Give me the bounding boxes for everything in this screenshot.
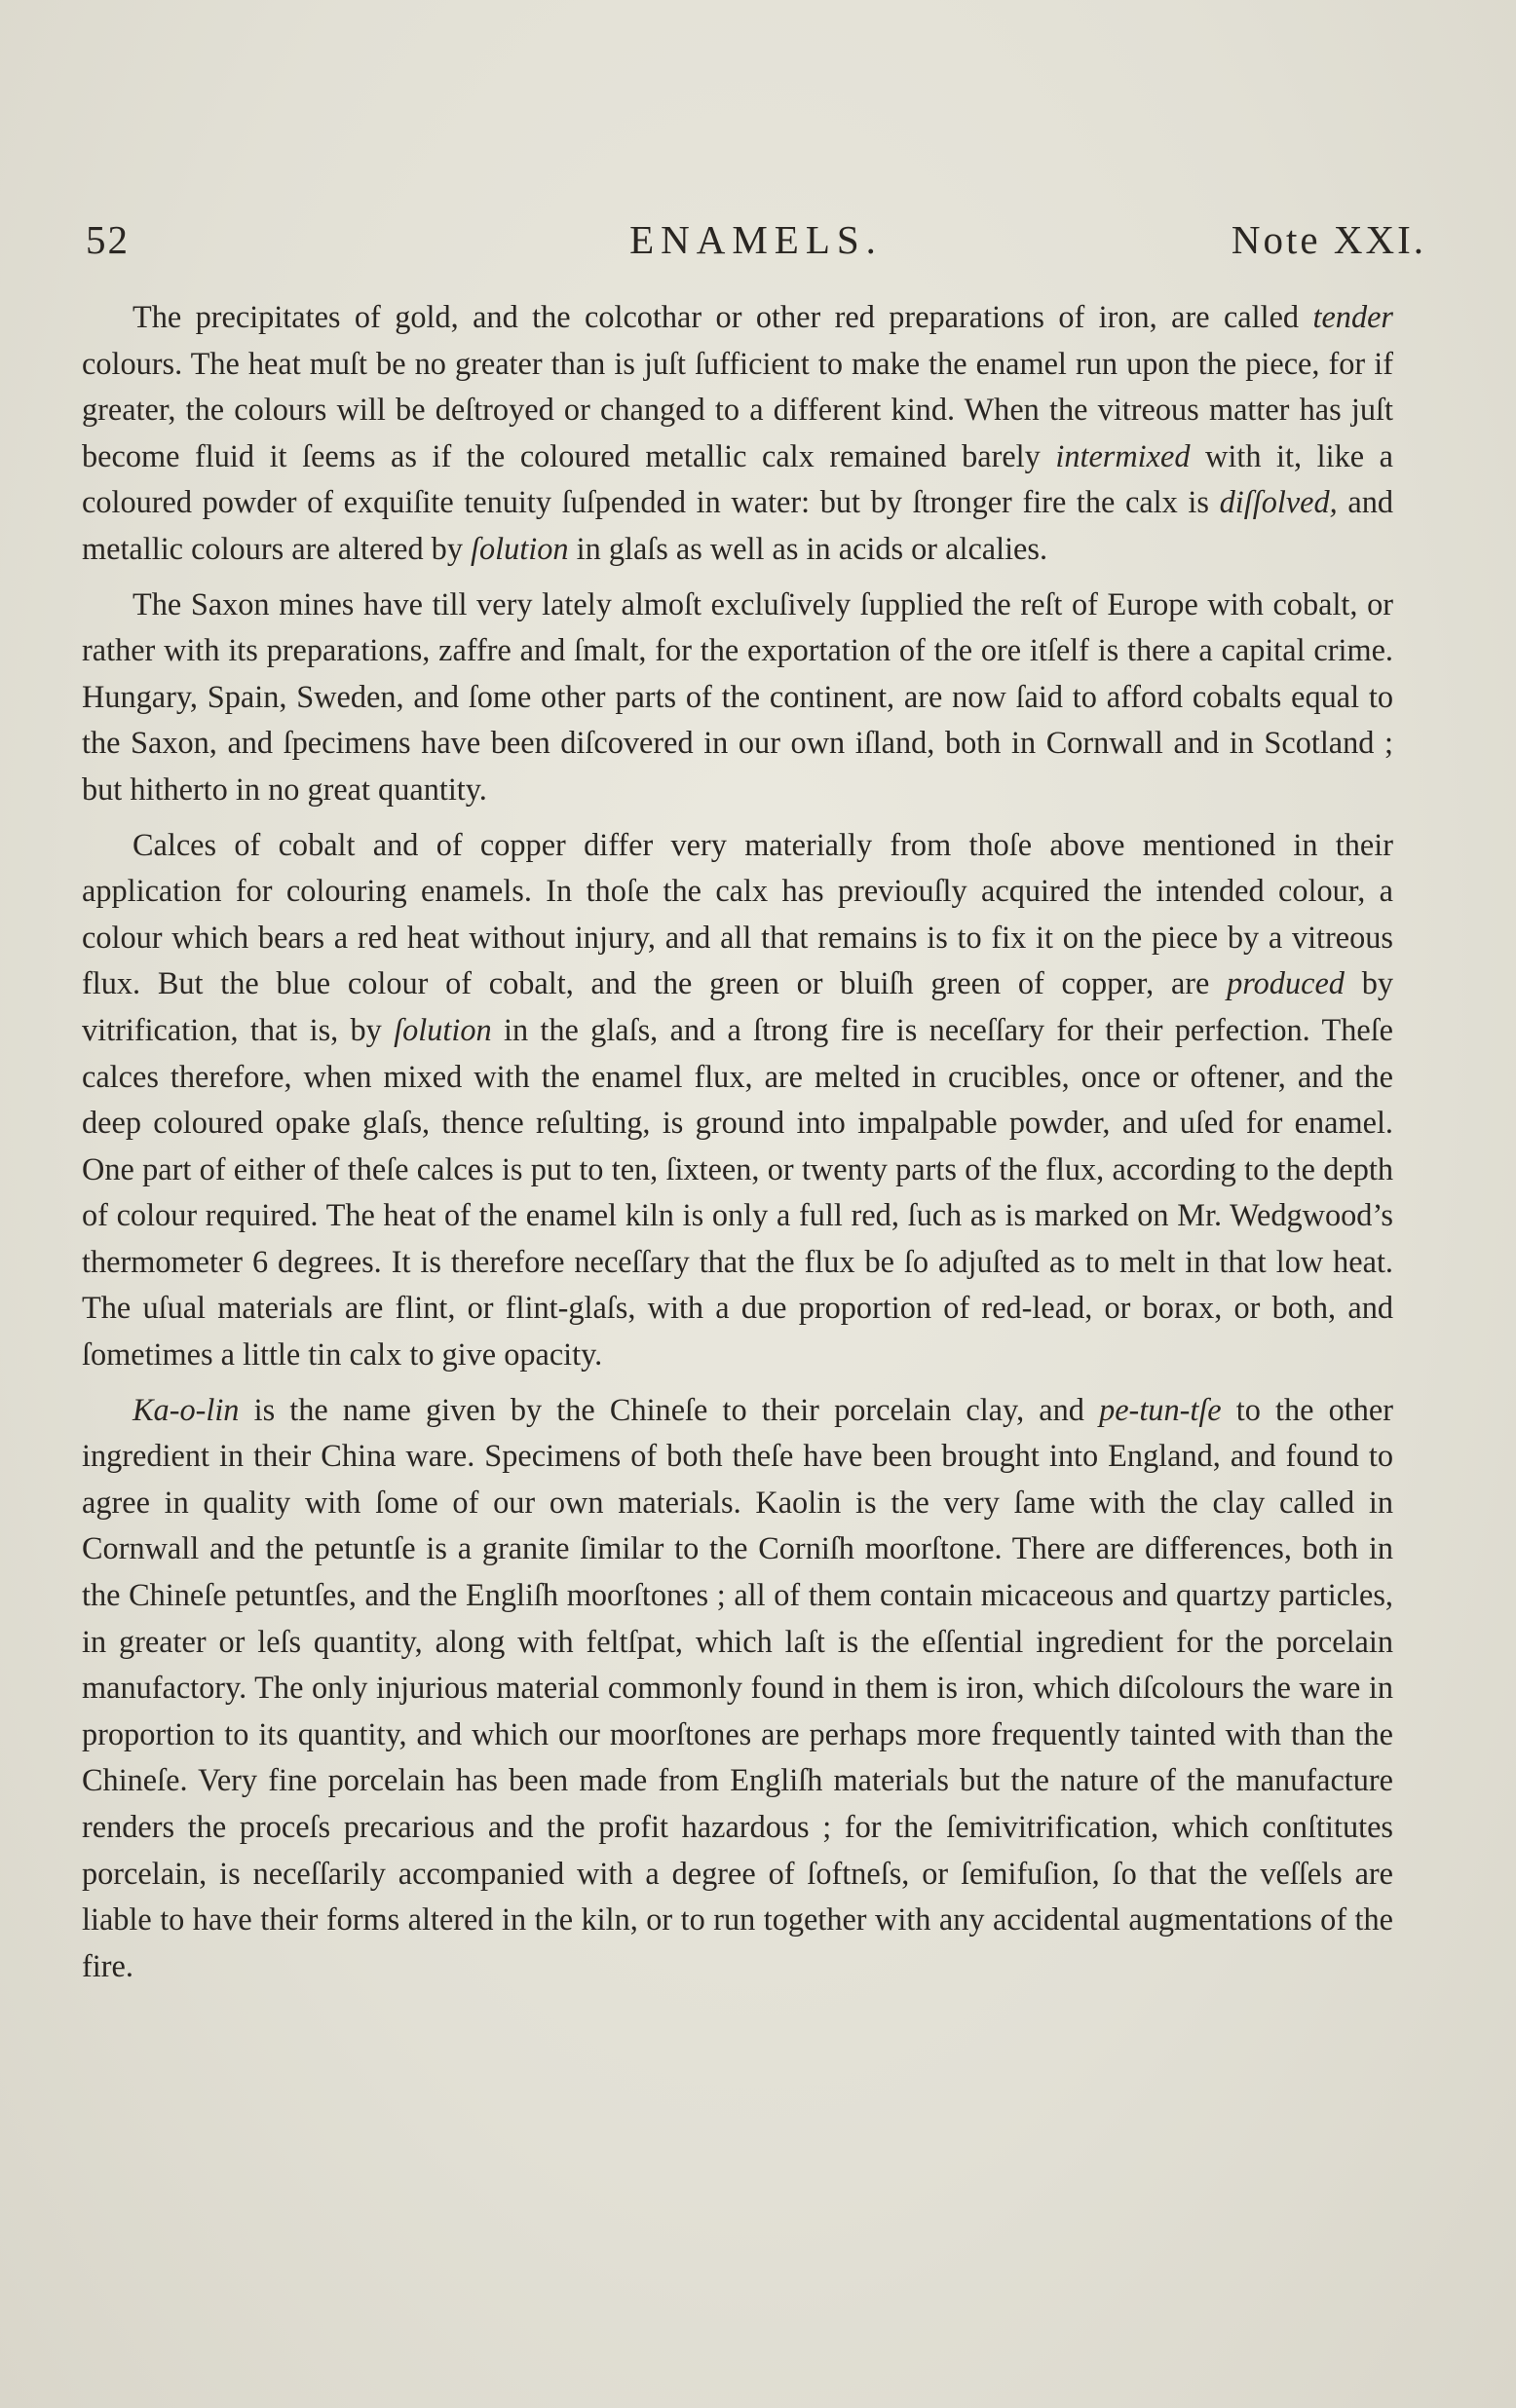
paragraph bbox=[82, 294, 1393, 573]
text-span: by vitrification, that is, by bbox=[82, 965, 1393, 1047]
italic-term: ſolution bbox=[394, 1011, 492, 1047]
page-number: 52 bbox=[86, 217, 130, 262]
running-head bbox=[86, 216, 1426, 275]
text-span: in glaſs as well as in acids or alcalies. bbox=[568, 530, 1048, 566]
page-title: ENAMELS. bbox=[629, 217, 883, 262]
text-span: and metallic colours are altered by bbox=[82, 484, 1393, 566]
text-span: to the other ingredient in their China ware. Specimens of both theſe have been brought into England, and found to agree in quality with ſome of our own materials. Kaolin is the very ſame with the clay called in Cornwall and the petuntſe is a granite ſimilar to the Corniſh moorſtone. There are differences, both in the Chineſe petuntſes, and the Engliſh moorſtones ; all of them contain micaceous and quartzy particles, in greater or leſs quantity, along with feltſpat, which laſt is the eſſential ingredient for the porcelain manufactory. The only injurious material commonly found in them is iron, which diſcolours the ware in proportion to its quantity, and which our moorſtones are perhaps more frequently tainted with than the Chineſe. Very fine porcelain has been made from Engliſh materials but the nature of the manufacture renders the proceſs precarious and the profit hazardous ; for the ſemivitrification, which conſtitutes porcelain, is neceſſarily accompanied with a degree of ſoftneſs, or ſemifuſion, ſo that the veſſels are liable to have their forms altered in the kiln, or to run together with any accidental augmentations of the fire. bbox=[82, 1391, 1393, 1983]
text-span: in the glaſs, and a ſtrong fire is neceſſary for their perfection. Theſe calces therefore, when mixed with the enamel flux, are melted in crucibles, once or oftener, and the deep coloured opake glaſs, thence reſulting, is ground into impalpable powder, and uſed for enamel. One part of either of theſe calces is put to ten, ſixteen, or twenty parts of the flux, according to the depth of colour required. The heat of the enamel kiln is only a full red, ſuch as is marked on Mr. Wedgwood’s thermometer 6 degrees. It is therefore neceſſary that the flux be ſo adjuſted as to melt in that low heat. The uſual materials are flint, or flint-glaſs, with a due proportion of red-lead, or borax, or both, and ſometimes a little tin calx to give opacity. bbox=[82, 1011, 1393, 1373]
note-label: Note XXI. bbox=[1231, 217, 1426, 262]
italic-term: ſolution bbox=[471, 530, 569, 566]
paragraph bbox=[82, 1387, 1393, 1990]
italic-term: intermixed bbox=[1055, 437, 1191, 473]
text-span: Calces of cobalt and of copper differ very materially from thoſe above mentioned in their application for colouring enamels. In thoſe the calx has previouſly acquired the intended colour, a colour which bears a red heat without injury, and all that remains is to fix it on the piece by a vitreous flux. But the blue colour of cobalt, and the green or bluiſh green of copper, are bbox=[82, 826, 1393, 1001]
paragraph bbox=[82, 822, 1393, 1378]
text-span: colours. The heat muſt be no greater than is juſt ſufficient to make the enamel run upon the piece, for if greater, the colours will be deſtroyed or changed to a different kind. When the vitreous matter has juſt become fluid it ſeems as if the coloured metallic calx remained barely bbox=[82, 345, 1393, 473]
text-span: The precipitates of gold, and the colcothar or other red preparations of iron, are called bbox=[133, 299, 1313, 334]
italic-term: pe-tun-tſe bbox=[1099, 1391, 1222, 1427]
body-text bbox=[82, 294, 1393, 1989]
italic-term: Ka-o-lin bbox=[133, 1391, 240, 1427]
italic-term: tender bbox=[1312, 299, 1393, 334]
text-span: is the name given by the Chineſe to their porcelain clay, and bbox=[239, 1391, 1100, 1427]
italic-term: produced bbox=[1227, 965, 1345, 1001]
text-span: The Saxon mines have till very lately almoſt excluſively ſupplied the reſt of Europe with cobalt, or rather with its preparations, zaffre and ſmalt, for the exportation of the ore itſelf is there a capital crime. Hungary, Spain, Sweden, and ſome other parts of the continent, are now ſaid to afford cobalts equal to the Saxon, and ſpecimens have been diſcovered in our own iſland, both in Cornwall and in Scotland ; but hitherto in no great quantity. bbox=[82, 585, 1393, 807]
paragraph bbox=[82, 582, 1393, 813]
italic-term: diſſolved, bbox=[1219, 484, 1338, 520]
text-span: with it, like a coloured powder of exquiſite tenuity ſuſpended in water: but by ſtronger fire the calx is bbox=[82, 437, 1393, 520]
